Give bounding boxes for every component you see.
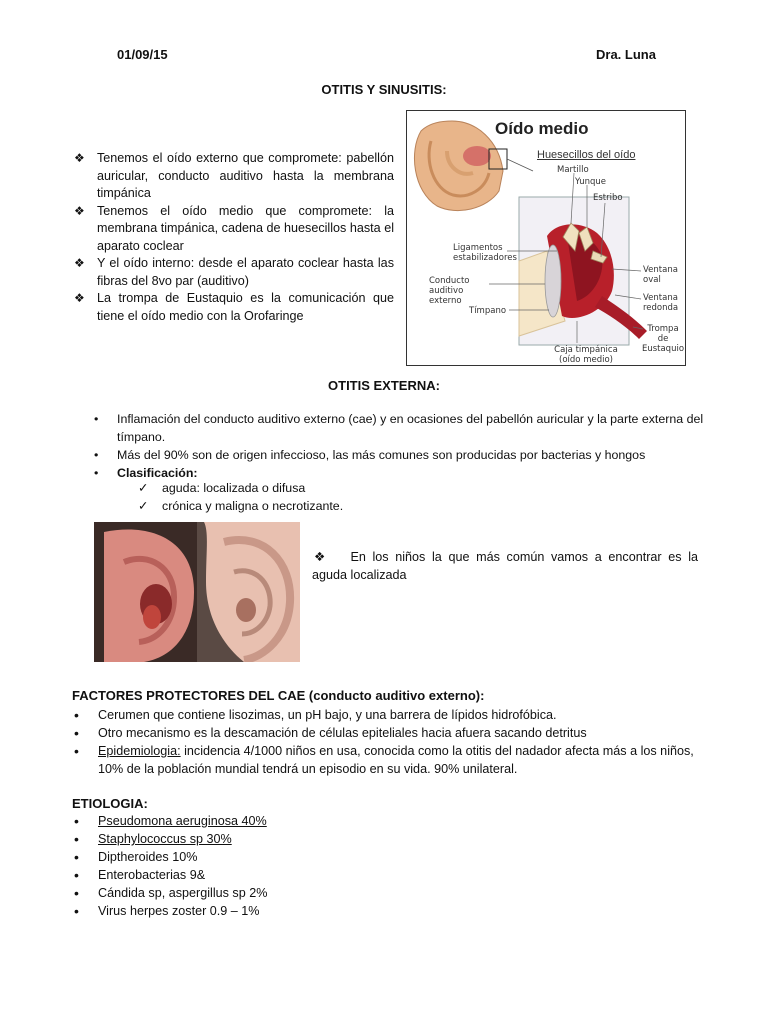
list-item: • Epidemiologia: incidencia 4/1000 niños en usa, conocida como la otitis del nadador afecta más a los niños, 10% de la población mundial tendrá un episodio en su vida. 90% unilateral. — [74, 743, 694, 776]
epidemiology-label: Epidemiologia: — [98, 744, 181, 758]
figure-title: Oído medio — [495, 119, 589, 138]
diamond-bullet-icon: ❖ — [74, 203, 85, 218]
otitis-externa-photo — [94, 522, 300, 662]
section-title-otitis-sinusitis: OTITIS Y SINUSITIS: — [321, 82, 447, 97]
diamond-bullet-icon: ❖ — [74, 256, 85, 270]
bullet-icon: • — [74, 903, 79, 919]
list-item: ✓ aguda: localizada o difusa — [138, 481, 306, 495]
list-item: • Inflamación del conducto auditivo externo (cae) y en ocasiones del pabellón auricular y la parte externa del tímpano. — [94, 412, 704, 444]
bullet-icon: • — [74, 849, 79, 865]
label-yunque: Yunque — [575, 177, 607, 187]
document-date: 01/09/15 — [117, 47, 168, 62]
list-item: ❖ Y el oído interno: desde el aparato coclear hasta las fibras del 8vo par (auditivo) — [74, 256, 394, 288]
middle-ear-figure — [406, 110, 686, 366]
bullet-icon: • — [74, 707, 79, 723]
children-note: ❖ En los niños la que más común vamos a encontrar es la aguda localizada — [312, 550, 698, 582]
check-icon: ✓ — [138, 481, 149, 495]
label-trompa-eustaquio: Trompa de Eustaquio — [641, 324, 685, 354]
ear-parts-list — [74, 150, 394, 325]
label-timpano: Tímpano — [469, 306, 507, 316]
label-ventana-redonda: Ventana redonda — [643, 293, 679, 313]
label-estribo: Estribo — [593, 193, 623, 203]
diamond-bullet-icon: ❖ — [74, 291, 85, 305]
protective-factors-list — [72, 706, 710, 778]
bullet-icon: • — [94, 466, 99, 480]
bullet-icon: • — [74, 813, 79, 829]
diamond-bullet-icon: ❖ — [314, 550, 329, 564]
list-item: ✓ crónica y maligna o necrotizante. — [138, 499, 344, 513]
label-caja-timpanica: Caja timpánica (oído medio) — [554, 345, 618, 365]
list-item: • Otro mecanismo es la descamación de células epiteliales hacia afuera sacando detritus — [74, 725, 587, 741]
list-item: • Clasificación: — [94, 466, 198, 480]
list-item: • Diptheroides 10% — [74, 849, 198, 865]
section-title-factores-protectores: FACTORES PROTECTORES DEL CAE (conducto auditivo externo): — [72, 688, 485, 703]
label-martillo: Martillo — [557, 165, 589, 175]
bullet-icon: • — [74, 743, 79, 759]
bullet-icon: • — [74, 725, 79, 741]
label-ligamentos: Ligamentos estabilizadores — [453, 243, 517, 263]
bullet-icon: • — [74, 867, 79, 883]
figure-subtitle: Huesecillos del oído — [537, 149, 636, 161]
list-item: ❖ Tenemos el oído externo que compromete: pabellón auricular, conducto auditivo hasta la membrana timpánica — [74, 151, 394, 200]
list-item: • Pseudomona aeruginosa 40% — [74, 813, 267, 829]
diamond-bullet-icon: ❖ — [74, 151, 85, 165]
etiology-list — [72, 812, 572, 920]
list-item: • Enterobacterias 9& — [74, 867, 206, 883]
ear-photo-illustration — [94, 522, 300, 662]
label-conducto-auditivo: Conducto auditivo externo — [429, 276, 470, 306]
section-title-etiologia: ETIOLOGIA: — [72, 796, 148, 811]
check-icon: ✓ — [138, 499, 149, 513]
list-item: • Virus herpes zoster 0.9 – 1% — [74, 903, 260, 919]
label-ventana-oval: Ventana oval — [643, 265, 678, 285]
bullet-icon: • — [94, 448, 99, 462]
bullet-icon: • — [74, 831, 79, 847]
document-author: Dra. Luna — [596, 47, 656, 62]
list-item: ❖ La trompa de Eustaquio es la comunicación que tiene el oído medio con la Orofaringe — [74, 291, 394, 323]
list-item: ❖ Tenemos el oído medio que compromete: la membrana timpánica, cadena de huesecillos hasta el aparato coclear — [74, 203, 394, 253]
list-item: • Staphylococcus sp 30% — [74, 831, 232, 847]
list-item: • Cerumen que contiene lisozimas, un pH bajo, y una barrera de lípidos hidrofóbica. — [74, 707, 557, 723]
section-title-otitis-externa: OTITIS EXTERNA: — [328, 378, 440, 393]
bullet-icon: • — [74, 885, 79, 901]
otitis-externa-list — [70, 410, 710, 482]
bullet-icon: • — [94, 412, 99, 426]
list-item: • Cándida sp, aspergillus sp 2% — [74, 885, 268, 901]
classification-list — [138, 479, 558, 515]
list-item: • Más del 90% son de origen infeccioso, las más comunes son producidas por bacterias y hongos — [94, 448, 646, 462]
